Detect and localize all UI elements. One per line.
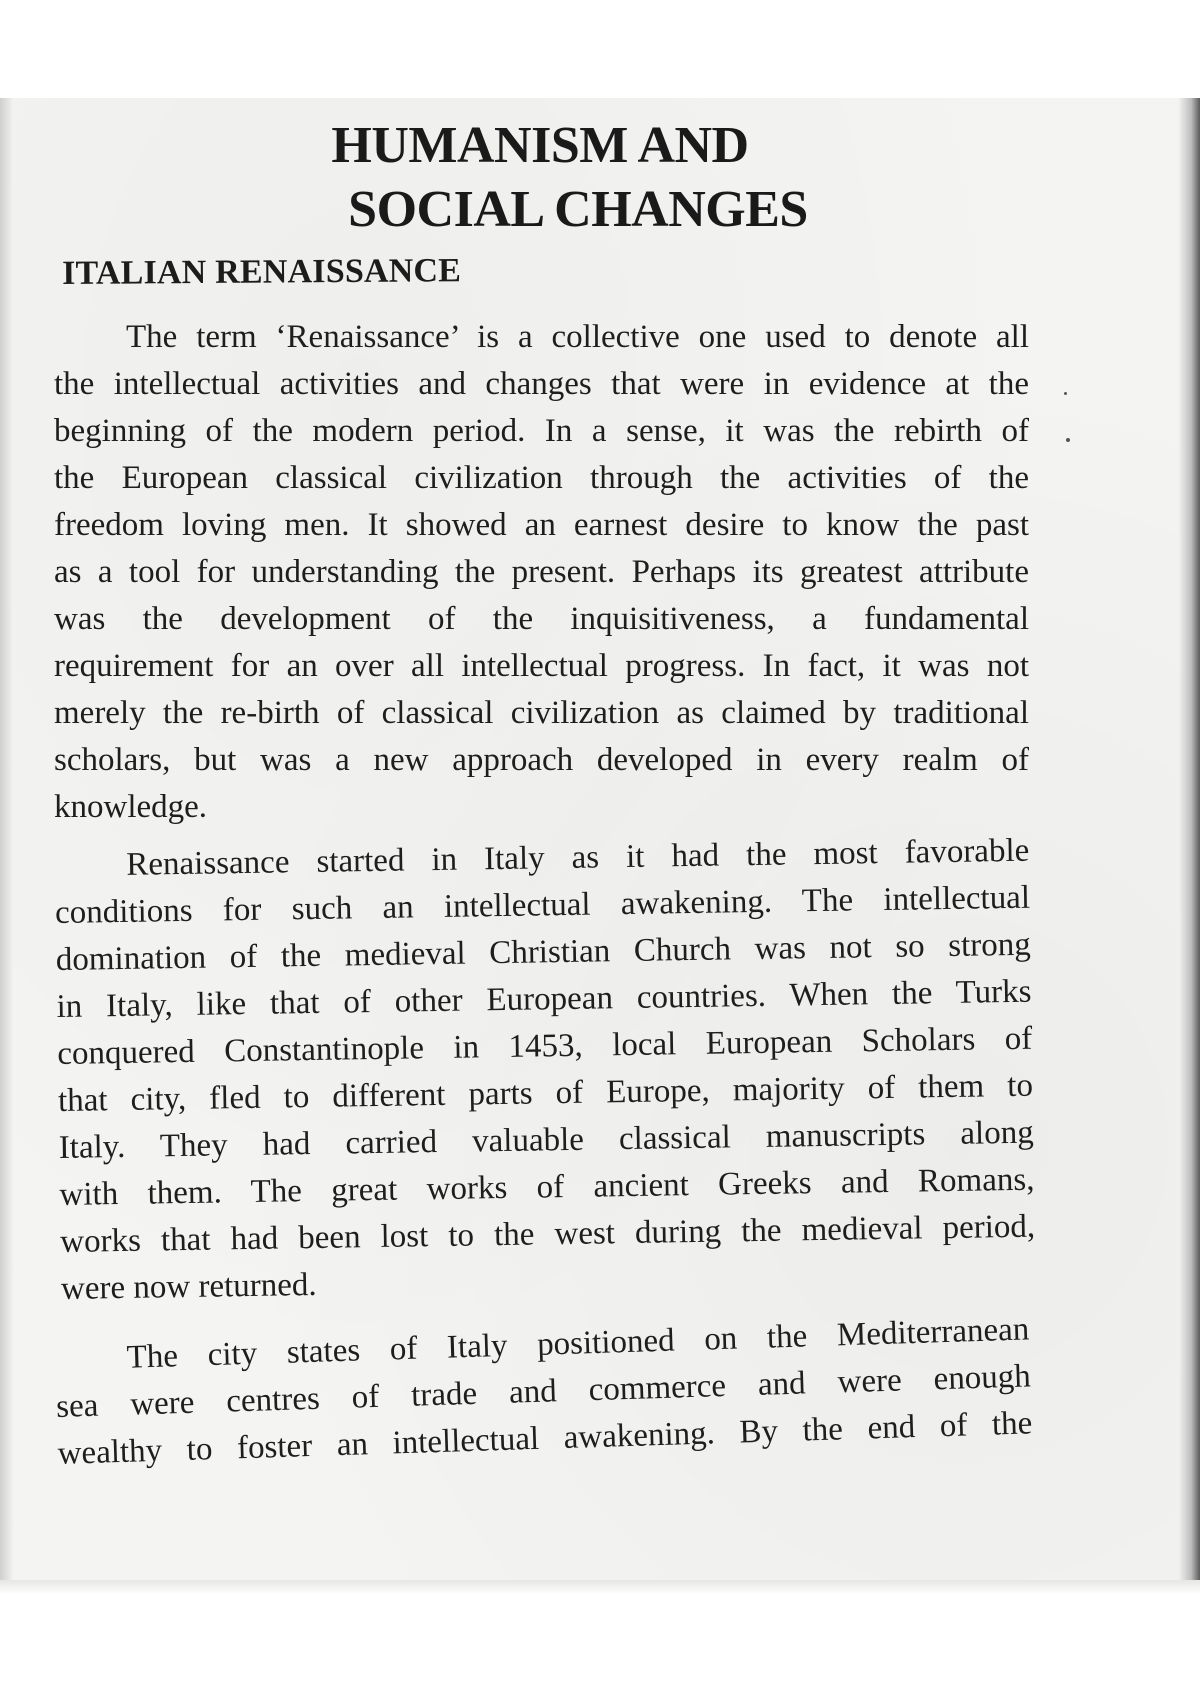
text-line: was the development of the inquisitiveness, a fundamental xyxy=(54,601,1029,637)
page-left-edge xyxy=(0,98,14,1592)
text-line: as a tool for understanding the present. Perhaps its greatest attribute xyxy=(54,554,1029,590)
text-line: The term ‘Renaissance’ is a collective one used to denote all xyxy=(126,319,1029,355)
text-line: The city states of Italy positioned on the Mediterranean xyxy=(126,1311,1030,1376)
paragraph-1 xyxy=(54,314,1029,831)
text-line: wealthy to foster an intellectual awakening. By the end of the xyxy=(57,1405,1033,1472)
text-line: were now returned. xyxy=(60,1266,317,1307)
text-line: Italy. They had carried valuable classical manuscripts along xyxy=(58,1114,1034,1166)
text-line: conquered Constantinople in 1453, local European Scholars of xyxy=(57,1020,1033,1072)
text-line: the intellectual activities and changes that were in evidence at the xyxy=(54,366,1029,402)
text-line: in Italy, like that of other European countries. When the Turks xyxy=(56,973,1032,1025)
chapter-title-line-2: SOCIAL CHANGES xyxy=(348,181,808,238)
text-line: requirement for an over all intellectual progress. In fact, it was not xyxy=(54,648,1029,684)
text-line: that city, fled to different parts of Europe, majority of them to xyxy=(57,1067,1034,1119)
text-line: sea were centres of trade and commerce and were enough xyxy=(55,1358,1032,1425)
text-line: with them. The great works of ancient Greeks and Romans, xyxy=(59,1161,1035,1213)
text-line: the European classical civilization through the activities of the xyxy=(54,460,1029,496)
ink-speck xyxy=(1064,392,1067,395)
section-heading: ITALIAN RENAISSANCE xyxy=(62,252,462,292)
text-line: scholars, but was a new approach developed in every realm of xyxy=(54,742,1029,778)
chapter-title-line-1: HUMANISM AND xyxy=(331,117,749,174)
text-line: domination of the medieval Christian Church was not so strong xyxy=(55,926,1032,978)
text-line: conditions for such an intellectual awakening. The intellectual xyxy=(54,879,1031,931)
page-bottom-shadow xyxy=(0,1580,1200,1594)
text-line: beginning of the modern period. In a sense, it was the rebirth of xyxy=(54,413,1029,449)
page-right-edge xyxy=(1178,98,1200,1592)
text-line: works that had been lost to the west during the medieval period, xyxy=(59,1208,1036,1260)
text-line: Renaissance started in Italy as it had the most favorable xyxy=(126,832,1030,883)
text-line: knowledge. xyxy=(54,789,208,825)
text-line: merely the re-birth of classical civilization as claimed by traditional xyxy=(54,695,1029,731)
ink-speck xyxy=(1066,438,1070,442)
text-line: freedom loving men. It showed an earnest desire to know the past xyxy=(54,507,1029,543)
paragraph-2 xyxy=(54,828,1036,1313)
